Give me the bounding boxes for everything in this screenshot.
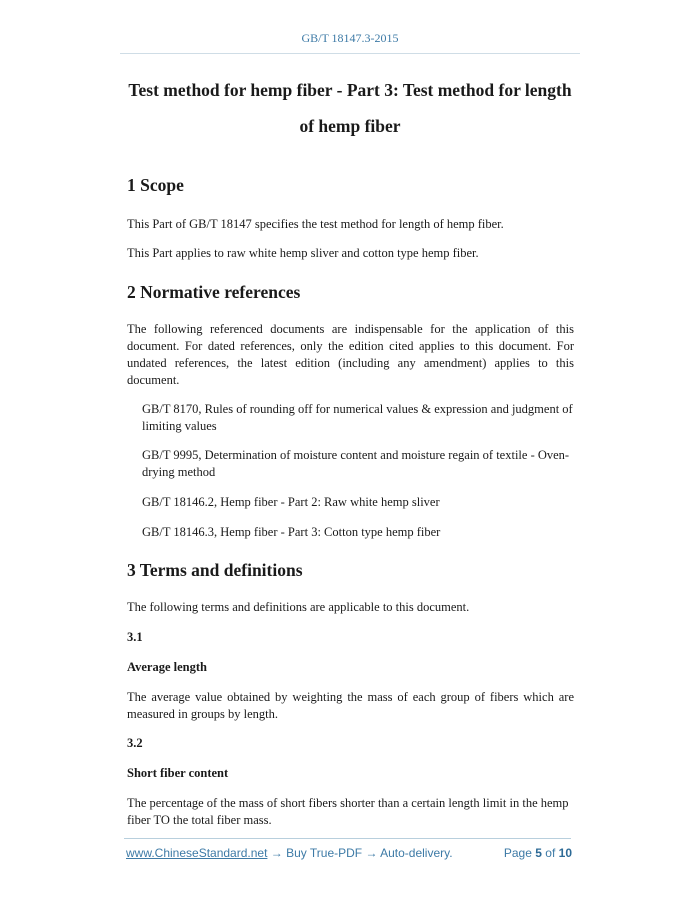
chinese-standard-link[interactable]: www.ChineseStandard.net xyxy=(126,846,268,860)
term-definition: The average value obtained by weighting the mass of each group of fibers which are measured in groups by length. xyxy=(127,690,574,721)
header-divider xyxy=(120,53,580,54)
term-name: Short fiber content xyxy=(127,766,229,780)
footer-promo-text: → Buy True-PDF → Auto-delivery. xyxy=(267,846,453,860)
document-title xyxy=(100,72,600,144)
terms-intro-paragraph: The following terms and definitions are applicable to this document. xyxy=(127,600,470,614)
document-number-header: GB/T 18147.3-2015 xyxy=(301,31,399,45)
section-heading-scope: 1 Scope xyxy=(127,175,184,195)
title-line-2: of hemp fiber xyxy=(299,116,401,136)
term-number: 3.1 xyxy=(127,630,143,644)
footer-divider xyxy=(124,838,571,839)
term-number: 3.2 xyxy=(127,736,143,750)
reference-item: GB/T 18146.2, Hemp fiber - Part 2: Raw white hemp sliver xyxy=(142,495,440,509)
scope-paragraph-2: This Part applies to raw white hemp sliver and cotton type hemp fiber. xyxy=(127,246,479,260)
section-heading-normative-references: 2 Normative references xyxy=(127,282,301,302)
reference-item: GB/T 9995, Determination of moisture content and moisture regain of textile - Oven-drying method xyxy=(142,448,570,479)
normative-intro-paragraph: The following referenced documents are indispensable for the application of this document. For dated references, only the edition cited applies to this document. For undated references, the latest edition (including any amendment) applies to this document. xyxy=(127,322,574,387)
reference-item: GB/T 18146.3, Hemp fiber - Part 3: Cotton type hemp fiber xyxy=(142,525,441,539)
section-heading-terms-definitions: 3 Terms and definitions xyxy=(127,560,303,580)
page-footer xyxy=(126,846,572,864)
term-definition: The percentage of the mass of short fibers shorter than a certain length limit in the hemp fiber TO the total fiber mass. xyxy=(127,796,569,827)
page-total: 10 xyxy=(558,846,572,860)
reference-item: GB/T 8170, Rules of rounding off for numerical values & expression and judgment of limiting values xyxy=(142,402,573,433)
page-current: 5 xyxy=(535,846,542,860)
page-indicator xyxy=(504,846,572,860)
term-name: Average length xyxy=(127,660,207,674)
page-label: Page xyxy=(503,846,532,860)
title-line-1: Test method for hemp fiber - Part 3: Test method for length xyxy=(128,80,572,100)
page-of-label: of xyxy=(545,846,556,860)
scope-paragraph-1: This Part of GB/T 18147 specifies the test method for length of hemp fiber. xyxy=(127,217,504,231)
